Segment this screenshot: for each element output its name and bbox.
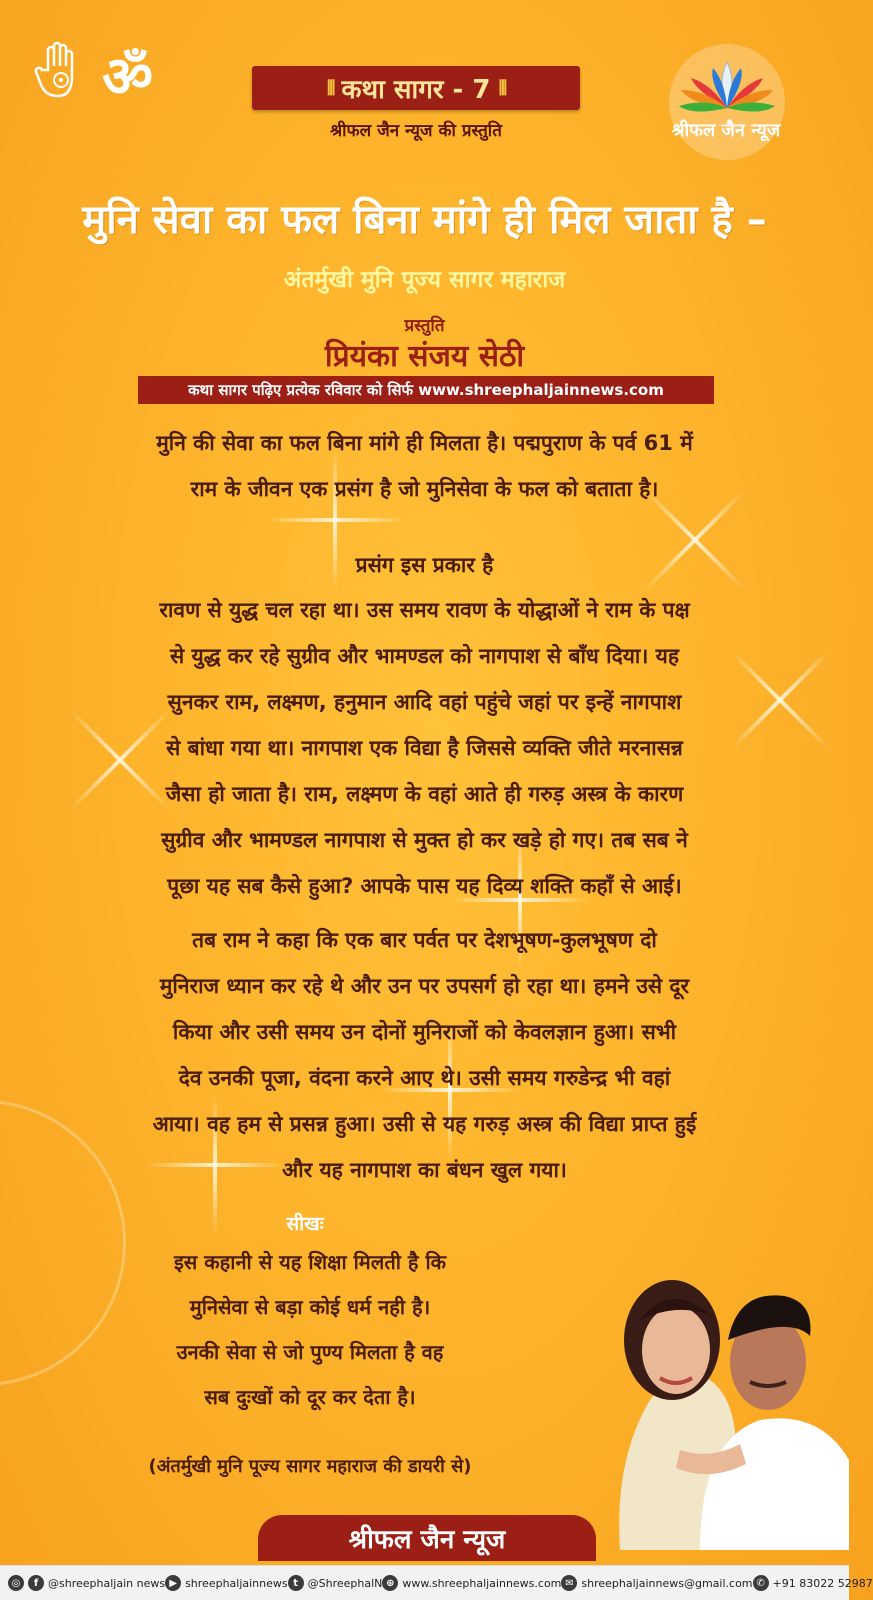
footer-social-youtube[interactable]	[165, 1575, 288, 1591]
logo-text: श्रीफल जैन न्यूज	[671, 120, 781, 141]
text-line: किया और उसी समय उन दोनों मुनिराजों को केवलज्ञान हुआ। सभी	[172, 1020, 677, 1044]
youtube-icon: ▶	[165, 1575, 181, 1591]
paragraph-story	[60, 587, 789, 909]
banner-ornament-right: ⦀	[498, 76, 506, 100]
author-name: प्रियंका संजय सेठी	[324, 339, 525, 374]
social-handle: shreephaljainnews	[185, 1576, 288, 1590]
instagram-icon: ◎	[8, 1575, 24, 1591]
text-line: मुनिसेवा से बड़ा कोई धर्म नही है।	[189, 1295, 431, 1319]
text-line: उनकी सेवा से जो पुण्य मिलता है वह	[176, 1340, 444, 1364]
phone-number: +91 83022 52987	[772, 1576, 873, 1590]
source-attribution: (अंतर्मुखी मुनि पूज्य सागर महाराज की डायरी से)	[148, 1456, 472, 1477]
text-line: और यह नागपाश का बंधन खुल गया।	[282, 1158, 567, 1182]
text-line: आया। वह हम से प्रसन्न हुआ। उसी से यह गरुड़ अस्त्र की विद्या प्राप्त हुई	[152, 1112, 697, 1136]
author-couple-photo	[600, 1250, 849, 1550]
text-line: जैसा हो जाता है। राम, लक्ष्मण के वहां आते ही गरुड़ अस्त्र के कारण	[165, 782, 684, 806]
text-line: मुनि की सेवा का फल बिना मांगे ही मिलता है। पद्मपुराण के पर्व 61 में	[156, 431, 693, 455]
paragraph-heading: प्रसंग इस प्रकार है	[355, 553, 494, 577]
paragraph-rama-reply	[60, 917, 789, 1193]
footer-email[interactable]	[561, 1575, 752, 1591]
email-address: shreephaljainnews@gmail.com	[581, 1576, 753, 1590]
facebook-icon: f	[28, 1575, 44, 1591]
whatsapp-icon: ✆	[753, 1575, 769, 1591]
presents-line: श्रीफल जैन न्यूज की प्रस्तुति	[330, 121, 502, 141]
text-line: सुनकर राम, लक्ष्मण, हनुमान आदि वहां पहुंचे जहां पर इन्हें नागपाश	[167, 690, 682, 714]
mail-icon: ✉	[561, 1575, 577, 1591]
brand-banner: श्रीफल जैन न्यूज	[258, 1515, 596, 1561]
text-line: रावण से युद्ध चल रहा था। उस समय रावण के योद्धाओं ने राम के पक्ष	[159, 598, 690, 622]
subtitle: अंतर्मुखी मुनि पूज्य सागर महाराज	[283, 267, 566, 293]
banner-ornament-left: ⦀	[326, 76, 334, 100]
website-url: www.shreephaljainnews.com	[402, 1576, 562, 1590]
series-banner	[252, 66, 580, 110]
lesson-text	[60, 1240, 560, 1420]
lesson-title: सीखः	[286, 1213, 324, 1235]
footer-phone[interactable]	[753, 1575, 873, 1591]
text-line: देव उनकी पूजा, वंदना करने आए थे। उसी समय गरुडेन्द्र भी वहां	[178, 1066, 671, 1090]
globe-icon: ⊕	[382, 1575, 398, 1591]
twitter-icon: t	[288, 1575, 304, 1591]
footer-website[interactable]	[382, 1575, 561, 1591]
text-line: सब दुःखों को दूर कर देता है।	[204, 1385, 416, 1409]
text-line: तब राम ने कहा कि एक बार पर्वत पर देशभूषण-कुलभूषण दो	[192, 928, 657, 952]
text-line: राम के जीवन एक प्रसंग है जो मुनिसेवा के फल को बताता है।	[190, 477, 659, 501]
footer-social-facebook[interactable]	[8, 1575, 165, 1591]
contact-footer	[0, 1565, 873, 1600]
text-line: से युद्ध कर रहे सुग्रीव और भामण्डल को नागपाश से बाँध दिया। यह	[170, 644, 679, 668]
series-title: कथा सागर - 7	[341, 75, 491, 105]
text-line: मुनिराज ध्यान कर रहे थे और उन पर उपसर्ग हो रहा था। हमने उसे दूर	[159, 974, 690, 998]
social-handle: @shreephaljain news	[48, 1576, 166, 1590]
om-icon	[102, 42, 156, 114]
headline: मुनि सेवा का फल बिना मांगे ही मिल जाता है –	[82, 197, 767, 243]
text-line: इस कहानी से यह शिक्षा मिलती है कि	[173, 1250, 446, 1274]
paragraph-intro	[60, 420, 789, 512]
text-line: से बांधा गया था। नागपाश एक विद्या है जिससे व्यक्ति जीते मरनासन्न	[166, 736, 683, 760]
presented-by-label: प्रस्तुति	[404, 316, 445, 336]
text-line: पूछा यह सब कैसे हुआ? आपके पास यह दिव्य शक्ति कहाँ से आई।	[167, 874, 682, 898]
om-glyph: ॐ	[102, 45, 154, 110]
text-line: सुग्रीव और भामण्डल नागपाश से मुक्त हो कर खड़े हो गए। तब सब ने	[161, 828, 688, 852]
ahimsa-hand-icon	[40, 40, 82, 100]
footer-social-twitter[interactable]	[288, 1575, 383, 1591]
read-every-sunday-strip: कथा सागर पढ़िए प्रत्येक रविवार को सिर्फ www.shreephaljainnews.com	[138, 376, 714, 404]
social-handle: @ShreephalN	[307, 1576, 383, 1590]
